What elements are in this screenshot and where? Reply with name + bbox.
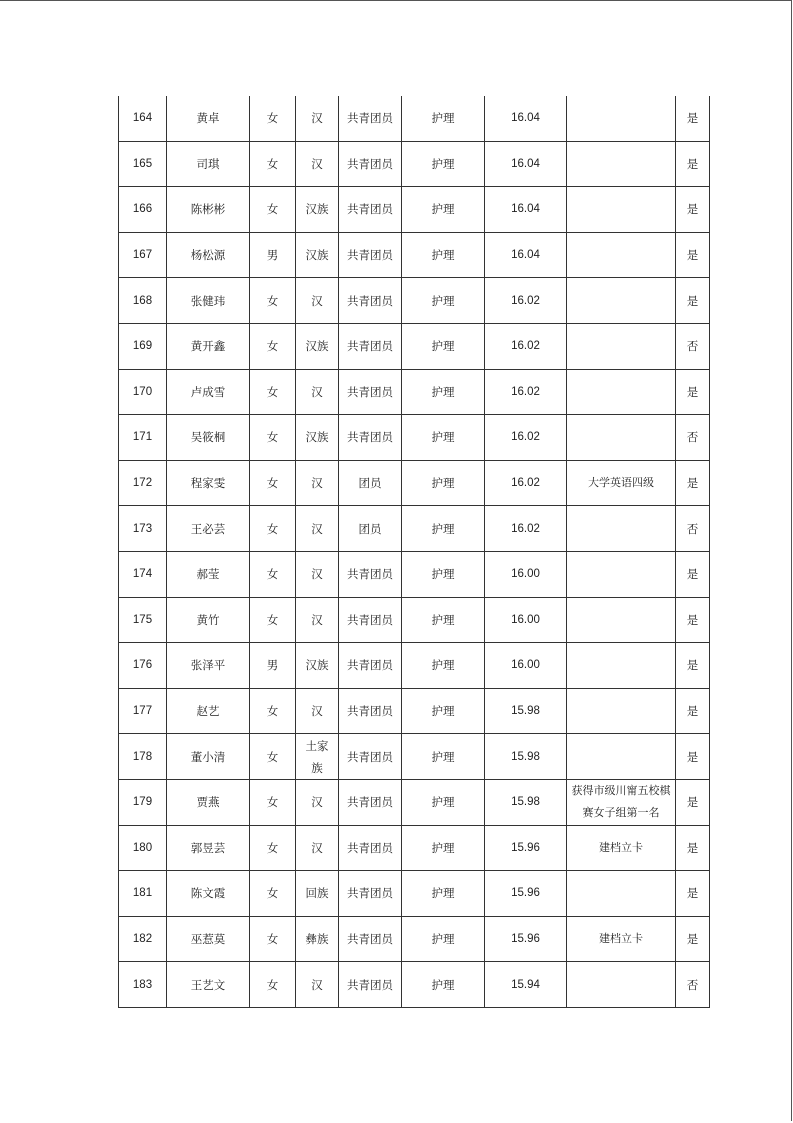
cell-ethnicity: 土家族: [296, 734, 339, 780]
cell-major: 护理: [402, 916, 485, 962]
cell-result: 是: [676, 779, 710, 825]
cell-result: 是: [676, 688, 710, 734]
cell-name: 张健玮: [167, 278, 250, 324]
cell-major: 护理: [402, 871, 485, 917]
cell-gender: 女: [250, 916, 296, 962]
table-row: [119, 825, 710, 871]
cell-remarks: [567, 415, 676, 461]
cell-result: 是: [676, 916, 710, 962]
cell-ethnicity: 汉: [296, 825, 339, 871]
cell-gender: 女: [250, 278, 296, 324]
cell-political-status: 共青团员: [339, 734, 402, 780]
cell-remarks: 大学英语四级: [567, 460, 676, 506]
cell-political-status: 共青团员: [339, 779, 402, 825]
table-row: [119, 187, 710, 233]
cell-gender: 女: [250, 323, 296, 369]
cell-political-status: 共青团员: [339, 825, 402, 871]
cell-gender: 女: [250, 825, 296, 871]
cell-result: 否: [676, 323, 710, 369]
cell-gender: 男: [250, 643, 296, 689]
cell-number: 183: [119, 962, 167, 1008]
cell-ethnicity: 汉族: [296, 323, 339, 369]
cell-number: 175: [119, 597, 167, 643]
table-row: [119, 141, 710, 187]
cell-name: 郭昱芸: [167, 825, 250, 871]
cell-political-status: 共青团员: [339, 415, 402, 461]
cell-ethnicity: 汉: [296, 369, 339, 415]
cell-result: 是: [676, 96, 710, 141]
cell-score: 15.94: [485, 962, 567, 1008]
cell-score: 16.02: [485, 460, 567, 506]
cell-remarks: [567, 688, 676, 734]
cell-ethnicity: 回族: [296, 871, 339, 917]
cell-score: 16.04: [485, 187, 567, 233]
cell-score: 16.02: [485, 278, 567, 324]
cell-ethnicity: 汉族: [296, 643, 339, 689]
table-row: [119, 734, 710, 780]
cell-remarks: 建档立卡: [567, 916, 676, 962]
cell-number: 165: [119, 141, 167, 187]
cell-ethnicity: 汉: [296, 551, 339, 597]
table-row: [119, 96, 710, 141]
cell-score: 15.98: [485, 734, 567, 780]
cell-political-status: 共青团员: [339, 96, 402, 141]
cell-name: 陈文霞: [167, 871, 250, 917]
cell-number: 179: [119, 779, 167, 825]
cell-result: 是: [676, 643, 710, 689]
cell-result: 是: [676, 369, 710, 415]
cell-ethnicity: 汉: [296, 460, 339, 506]
cell-score: 16.04: [485, 141, 567, 187]
cell-name: 吴筱桐: [167, 415, 250, 461]
cell-major: 护理: [402, 96, 485, 141]
cell-score: 16.02: [485, 415, 567, 461]
cell-score: 15.98: [485, 779, 567, 825]
table-row: [119, 779, 710, 825]
cell-remarks: [567, 871, 676, 917]
table-row: [119, 460, 710, 506]
cell-gender: 女: [250, 96, 296, 141]
cell-major: 护理: [402, 551, 485, 597]
cell-name: 董小清: [167, 734, 250, 780]
table-row: [119, 232, 710, 278]
cell-remarks: [567, 734, 676, 780]
cell-number: 169: [119, 323, 167, 369]
table-row: [119, 916, 710, 962]
cell-gender: 女: [250, 415, 296, 461]
cell-remarks: [567, 323, 676, 369]
cell-major: 护理: [402, 415, 485, 461]
cell-remarks: 建档立卡: [567, 825, 676, 871]
cell-remarks: [567, 551, 676, 597]
student-table: [118, 96, 710, 1008]
cell-score: 16.00: [485, 597, 567, 643]
cell-major: 护理: [402, 187, 485, 233]
cell-political-status: 共青团员: [339, 597, 402, 643]
cell-number: 167: [119, 232, 167, 278]
cell-ethnicity: 汉族: [296, 187, 339, 233]
cell-political-status: 共青团员: [339, 141, 402, 187]
cell-score: 15.96: [485, 825, 567, 871]
cell-ethnicity: 汉: [296, 597, 339, 643]
table-row: [119, 643, 710, 689]
cell-remarks: 获得市级川甯五校棋赛女子组第一名: [567, 779, 676, 825]
cell-gender: 女: [250, 734, 296, 780]
cell-political-status: 共青团员: [339, 962, 402, 1008]
table-row: [119, 962, 710, 1008]
cell-name: 王艺文: [167, 962, 250, 1008]
cell-ethnicity: 汉: [296, 96, 339, 141]
cell-remarks: [567, 232, 676, 278]
cell-major: 护理: [402, 460, 485, 506]
table-row: [119, 369, 710, 415]
cell-number: 181: [119, 871, 167, 917]
cell-gender: 女: [250, 506, 296, 552]
cell-name: 程家雯: [167, 460, 250, 506]
cell-result: 是: [676, 734, 710, 780]
cell-score: 16.02: [485, 323, 567, 369]
table-row: [119, 688, 710, 734]
cell-ethnicity: 汉: [296, 688, 339, 734]
cell-political-status: 共青团员: [339, 369, 402, 415]
cell-number: 172: [119, 460, 167, 506]
cell-score: 16.00: [485, 551, 567, 597]
cell-result: 是: [676, 187, 710, 233]
cell-major: 护理: [402, 323, 485, 369]
cell-gender: 女: [250, 962, 296, 1008]
cell-gender: 女: [250, 597, 296, 643]
cell-gender: 女: [250, 779, 296, 825]
cell-result: 否: [676, 506, 710, 552]
cell-number: 178: [119, 734, 167, 780]
cell-major: 护理: [402, 825, 485, 871]
table-row: [119, 415, 710, 461]
cell-political-status: 团员: [339, 506, 402, 552]
cell-number: 166: [119, 187, 167, 233]
cell-major: 护理: [402, 779, 485, 825]
cell-political-status: 共青团员: [339, 551, 402, 597]
cell-ethnicity: 汉: [296, 278, 339, 324]
table-row: [119, 871, 710, 917]
cell-gender: 女: [250, 688, 296, 734]
cell-score: 15.98: [485, 688, 567, 734]
cell-number: 182: [119, 916, 167, 962]
cell-number: 173: [119, 506, 167, 552]
cell-major: 护理: [402, 278, 485, 324]
cell-number: 164: [119, 96, 167, 141]
cell-name: 黄卓: [167, 96, 250, 141]
cell-score: 16.02: [485, 369, 567, 415]
cell-ethnicity: 彝族: [296, 916, 339, 962]
cell-ethnicity: 汉: [296, 506, 339, 552]
cell-major: 护理: [402, 688, 485, 734]
cell-remarks: [567, 96, 676, 141]
cell-ethnicity: 汉族: [296, 232, 339, 278]
table-row: [119, 323, 710, 369]
cell-result: 是: [676, 278, 710, 324]
cell-remarks: [567, 643, 676, 689]
cell-remarks: [567, 506, 676, 552]
cell-name: 黄开鑫: [167, 323, 250, 369]
cell-result: 否: [676, 962, 710, 1008]
cell-gender: 女: [250, 141, 296, 187]
cell-major: 护理: [402, 734, 485, 780]
cell-result: 是: [676, 825, 710, 871]
cell-number: 168: [119, 278, 167, 324]
cell-major: 护理: [402, 643, 485, 689]
cell-number: 174: [119, 551, 167, 597]
cell-major: 护理: [402, 506, 485, 552]
cell-ethnicity: 汉: [296, 779, 339, 825]
cell-number: 176: [119, 643, 167, 689]
cell-gender: 女: [250, 871, 296, 917]
cell-score: 16.04: [485, 96, 567, 141]
cell-remarks: [567, 187, 676, 233]
cell-result: 是: [676, 551, 710, 597]
cell-score: 16.04: [485, 232, 567, 278]
cell-remarks: [567, 141, 676, 187]
cell-name: 司琪: [167, 141, 250, 187]
cell-result: 是: [676, 141, 710, 187]
cell-gender: 男: [250, 232, 296, 278]
table-row: [119, 597, 710, 643]
cell-remarks: [567, 369, 676, 415]
cell-name: 陈彬彬: [167, 187, 250, 233]
cell-ethnicity: 汉: [296, 962, 339, 1008]
cell-political-status: 共青团员: [339, 688, 402, 734]
cell-score: 15.96: [485, 871, 567, 917]
cell-name: 黄竹: [167, 597, 250, 643]
cell-name: 杨松源: [167, 232, 250, 278]
cell-result: 否: [676, 415, 710, 461]
cell-major: 护理: [402, 597, 485, 643]
cell-ethnicity: 汉: [296, 141, 339, 187]
cell-number: 177: [119, 688, 167, 734]
cell-result: 是: [676, 597, 710, 643]
cell-score: 15.96: [485, 916, 567, 962]
cell-political-status: 共青团员: [339, 278, 402, 324]
cell-result: 是: [676, 460, 710, 506]
cell-result: 是: [676, 232, 710, 278]
cell-political-status: 共青团员: [339, 643, 402, 689]
cell-result: 是: [676, 871, 710, 917]
cell-political-status: 共青团员: [339, 232, 402, 278]
cell-gender: 女: [250, 187, 296, 233]
cell-number: 171: [119, 415, 167, 461]
cell-name: 郝莹: [167, 551, 250, 597]
cell-name: 赵艺: [167, 688, 250, 734]
cell-remarks: [567, 962, 676, 1008]
cell-major: 护理: [402, 141, 485, 187]
cell-remarks: [567, 597, 676, 643]
cell-name: 卢成雪: [167, 369, 250, 415]
table-row: [119, 506, 710, 552]
cell-major: 护理: [402, 232, 485, 278]
student-table-container: [118, 96, 709, 1008]
cell-score: 16.00: [485, 643, 567, 689]
cell-number: 170: [119, 369, 167, 415]
cell-number: 180: [119, 825, 167, 871]
cell-political-status: 共青团员: [339, 187, 402, 233]
table-row: [119, 278, 710, 324]
cell-major: 护理: [402, 369, 485, 415]
cell-name: 张泽平: [167, 643, 250, 689]
cell-gender: 女: [250, 369, 296, 415]
cell-gender: 女: [250, 460, 296, 506]
cell-remarks: [567, 278, 676, 324]
cell-political-status: 共青团员: [339, 871, 402, 917]
cell-political-status: 团员: [339, 460, 402, 506]
cell-ethnicity: 汉族: [296, 415, 339, 461]
cell-name: 贾燕: [167, 779, 250, 825]
cell-name: 巫惹莫: [167, 916, 250, 962]
table-row: [119, 551, 710, 597]
cell-major: 护理: [402, 962, 485, 1008]
cell-political-status: 共青团员: [339, 916, 402, 962]
cell-gender: 女: [250, 551, 296, 597]
cell-score: 16.02: [485, 506, 567, 552]
table-body: [119, 96, 710, 1007]
cell-political-status: 共青团员: [339, 323, 402, 369]
cell-name: 王必芸: [167, 506, 250, 552]
